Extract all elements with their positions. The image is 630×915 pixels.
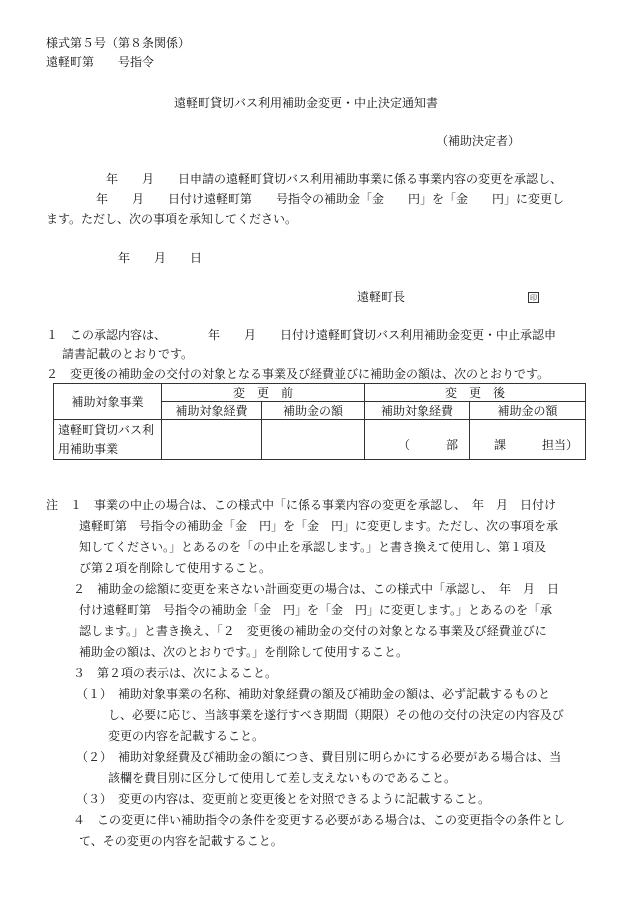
item-2: ２ 変更後の補助金の交付の対象となる事業及び経費並びに補助金の額は、次のとおりです。 (46, 367, 550, 381)
header-subsidy-project: 補助対象事業 (54, 384, 162, 420)
header-after-expense: 補助対象経費 (365, 402, 470, 420)
header-before-expense: 補助対象経費 (162, 402, 262, 420)
contact-line: （ 部 課 担当） (398, 438, 579, 452)
note-1-line-2: 遠軽町第 号指令の補助金「金 円」を「金 円」に変更します。ただし、次の事項を承 (79, 519, 559, 533)
issuer-name: 遠軽町長 (357, 290, 406, 304)
row-project-name-line-1: 遠軽町貸切バス利 (58, 422, 155, 437)
subnote-1-line-3: 変更の内容を記載すること。 (108, 729, 265, 743)
body-line-1: 年 月 日申請の遠軽町貸切バス利用補助事業に係る事業内容の変更を承認し、 (106, 172, 563, 186)
note-2-line-2: 付け遠軽町第 号指令の補助金「金 円」を「金 円」に変更します。」とあるのを「承 (79, 603, 553, 617)
item-1-line-2: 請書記載のとおりです。 (62, 347, 194, 361)
subnote-1-line-2: し、必要に応じ、当該事業を遂行すべき期間（期限）その他の交付の決定の内容及び (108, 708, 564, 722)
note-2-line-4: 補助金の額は、次のとおりです。」を削除して使用すること。 (79, 645, 409, 659)
seal-mark: 印 (530, 294, 537, 302)
subnote-2 (76, 747, 561, 768)
note-2 (73, 579, 559, 600)
header-before-amount: 補助金の額 (262, 402, 365, 420)
subnote-3 (76, 789, 490, 810)
subnote-2-cont (108, 768, 456, 789)
subnote-3-line: （３） 変更の内容は、変更前と変更後とを対照できるように記載すること。 (76, 792, 491, 806)
note-3-line: ３ 第２項の表示は、次によること。 (73, 666, 278, 680)
note-1 (46, 495, 556, 516)
note-1-cont (79, 516, 558, 579)
subnote-1-cont (108, 705, 564, 747)
header-before-change: 変 更 前 (162, 384, 365, 402)
row-project-name-line-2: 用補助事業 (58, 441, 119, 456)
note-1-line-4: び第２項を削除して使用すること。 (79, 561, 272, 575)
note-2-line-3: 認します。」と書き換え、「２ 変更後の補助金の交付の対象となる事業及び経費並びに (79, 624, 547, 638)
notice-date: 年 月 日 (118, 251, 203, 265)
subnote-2-line-1: （２） 補助対象経費及び補助金の額につき、費目別に明らかにする必要がある場合は、当 (76, 750, 562, 764)
cell-before-amount (262, 420, 365, 460)
subnote-2-line-2: 該欄を費目別に区分して使用して差し支えないものであること。 (108, 771, 457, 785)
subnote-1 (76, 684, 550, 705)
note-2-cont (79, 600, 552, 663)
document-title: 遠軽町貸切バス利用補助金変更・中止決定通知書 (174, 96, 439, 110)
header-after-amount: 補助金の額 (470, 402, 586, 420)
note-4-line-2: て、その変更の内容を記載すること。 (79, 834, 283, 848)
note-1-line-3: 知してください。」とあるのを「の中止を承認します。」と書き換えて使用し、第１項及 (79, 540, 547, 554)
subnote-1-line-1: （１） 補助対象事業の名称、補助対象経費の額及び補助金の額は、必ず記載するものと (76, 687, 551, 701)
note-1-line-1: 注 １ 事業の中止の場合は、この様式中「に係る事業内容の変更を承認し、 年 月 日付け (46, 498, 557, 512)
directive-number: 遠軽町第 号指令 (46, 55, 155, 69)
body-line-3: ます。ただし、次の事項を承知してください。 (46, 212, 298, 226)
cell-before-expense (162, 420, 262, 460)
row-project-name (54, 420, 162, 460)
note-4-cont (79, 831, 283, 852)
body-line-2: 年 月 日付け遠軽町第 号指令の補助金「金 円」を「金 円」に変更し (96, 192, 565, 206)
note-3 (73, 663, 277, 684)
note-4-line-1: ４ この変更に伴い補助指令の条件を変更する必要がある場合は、この変更指令の条件とし (73, 813, 566, 827)
form-number: 様式第５号（第８条関係） (46, 36, 191, 50)
note-4 (73, 810, 565, 831)
note-2-line-1: ２ 補助金の総額に変更を来さない計画変更の場合は、この様式中「承認し、 年 月 日 (73, 582, 560, 596)
recipient-label: （補助決定者） (436, 134, 521, 148)
item-1-line-1: １ この承認内容は、 年 月 日付け遠軽町貸切バス利用補助金変更・中止承認申 (46, 328, 557, 342)
header-after-change: 変 更 後 (365, 384, 586, 402)
